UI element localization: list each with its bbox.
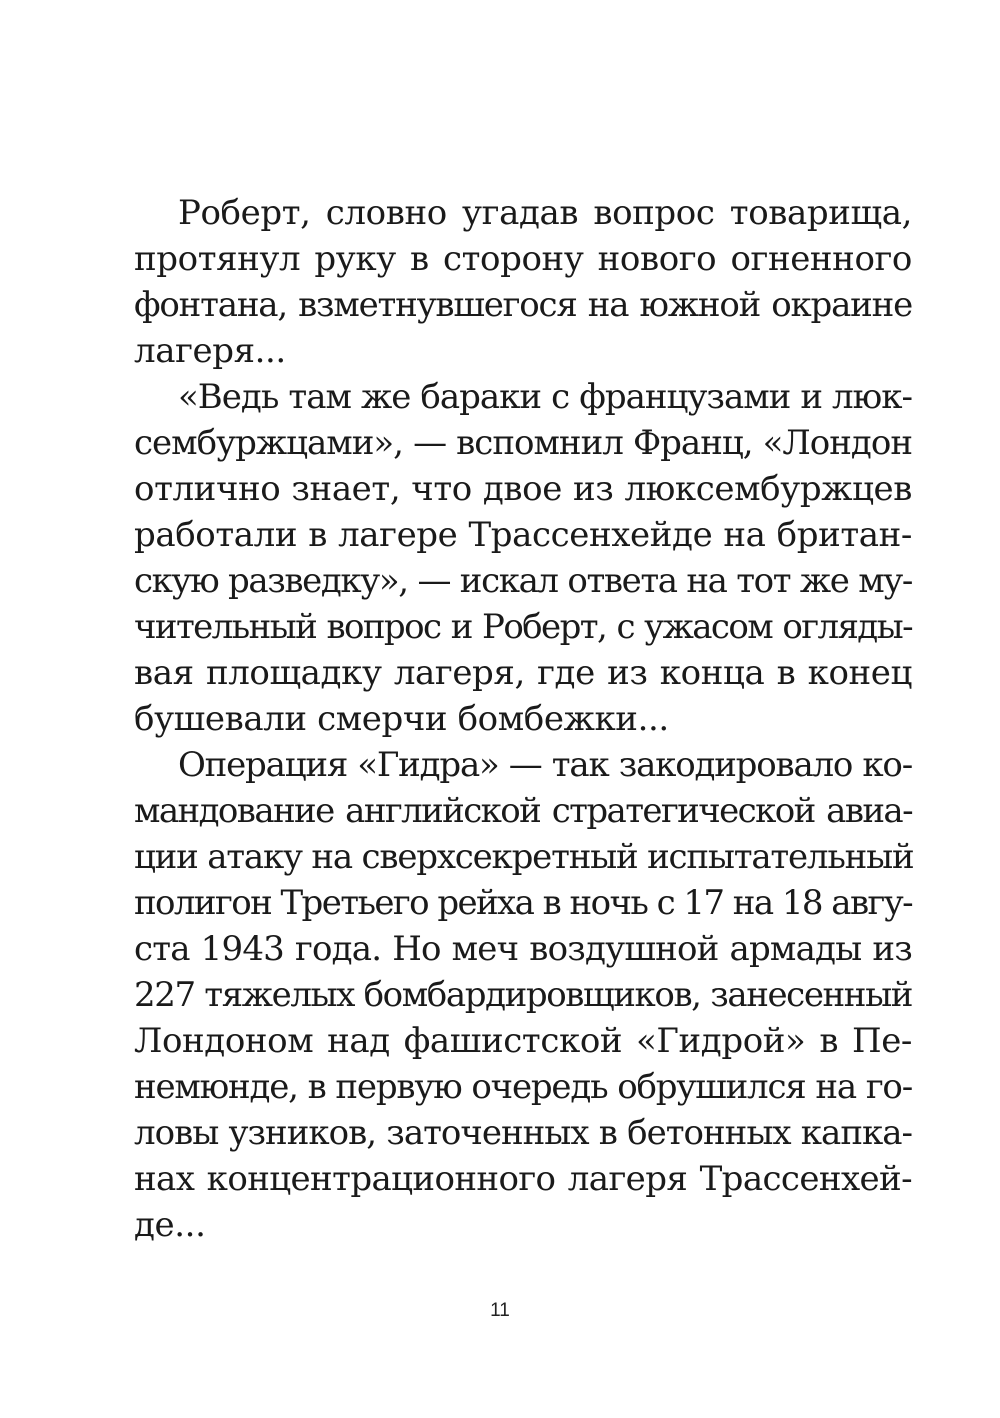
paragraph-1-line-1: Роберт, словно угадав вопрос товарища,	[178, 193, 912, 233]
paragraph-2-line-2: сембуржцами», — вспомнил Франц, «Лондон	[134, 423, 912, 463]
paragraph-2-line-8: бушевали смерчи бомбежки...	[134, 699, 669, 739]
paragraph-2-line-7: вая площадку лагеря, где из конца в конец	[134, 653, 912, 693]
paragraph-2-line-6: чительный вопрос и Роберт, с ужасом огляды-	[134, 607, 912, 647]
paragraph-3-line-2: мандование английской стратегической авиа-	[134, 791, 912, 831]
paragraph-3-line-10: нах концентрационного лагеря Трассенхей-	[134, 1159, 912, 1199]
body-text	[134, 190, 912, 1248]
paragraph-3-line-8: немюнде, в первую очередь обрушился на го-	[134, 1067, 912, 1107]
paragraph-1-line-2: протянул руку в сторону нового огненного	[134, 239, 912, 279]
paragraph-3-line-4: полигон Третьего рейха в ночь с 17 на 18 авгу-	[134, 883, 912, 923]
paragraph-3-line-3: ции атаку на сверхсекретный испытательный	[134, 837, 914, 877]
paragraph-3-line-6: 227 тяжелых бомбардировщиков, занесенный	[134, 975, 912, 1015]
paragraph-1-line-3: фонтана, взметнувшегося на южной окраине	[134, 285, 912, 325]
paragraph-3-line-9: ловы узников, заточенных в бетонных капка-	[134, 1113, 912, 1153]
paragraph-2-line-3: отлично знает, что двое из люксембуржцев	[134, 469, 912, 509]
page-number: 11	[490, 1300, 510, 1321]
paragraph-3-line-11: де...	[134, 1205, 206, 1245]
paragraph-3-line-7: Лондоном над фашистской «Гидрой» в Пе-	[134, 1021, 912, 1061]
paragraph-2-line-1: «Ведь там же бараки с французами и люк-	[178, 377, 912, 417]
paragraph-3-line-5: ста 1943 года. Но меч воздушной армады из	[134, 929, 912, 969]
paragraph-1-line-4: лагеря...	[134, 331, 286, 371]
paragraph-3-line-1: Операция «Гидра» — так закодировало ко-	[178, 745, 912, 785]
paragraph-2-line-4: работали в лагере Трассенхейде на британ-	[134, 515, 912, 555]
paragraph-2-line-5: скую разведку», — искал ответа на тот же му-	[134, 561, 912, 601]
